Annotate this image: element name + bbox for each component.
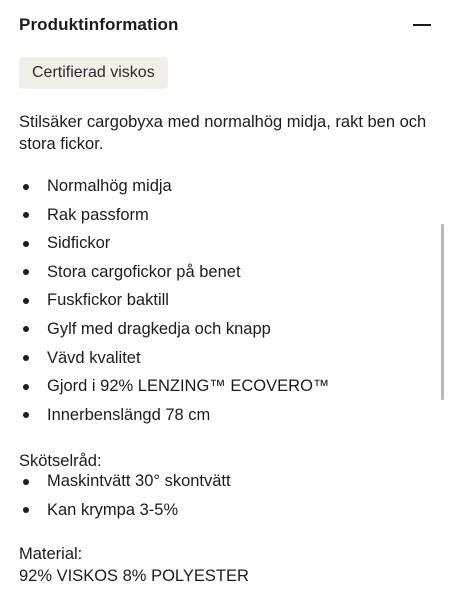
minus-icon[interactable]: [413, 24, 431, 26]
list-item: [19, 315, 329, 344]
feature-text: Normalhög midja: [47, 177, 172, 195]
bullet-icon: [23, 412, 29, 418]
feature-text: Rak passform: [47, 205, 149, 224]
feature-text: Stora cargofickor på benet: [47, 262, 241, 281]
bullet-icon: [23, 479, 29, 485]
bullet-icon: [23, 355, 29, 361]
section-title: Produktinformation: [19, 15, 179, 34]
bullet-icon: [23, 384, 29, 390]
feature-text: Sidfickor: [47, 234, 111, 253]
list-item: [19, 201, 329, 230]
list-item: [19, 286, 329, 315]
collapse-button[interactable]: [409, 14, 431, 36]
bullet-icon: [23, 212, 29, 218]
list-item: [19, 172, 329, 201]
list-item: [19, 344, 329, 373]
feature-text: Gylf med dragkedja och knapp: [47, 319, 271, 338]
product-info-header[interactable]: [19, 10, 431, 40]
feature-text: Fuskfickor baktill: [47, 291, 169, 310]
care-text: Maskintvätt 30° skontvätt: [47, 472, 231, 490]
bullet-icon: [23, 507, 29, 513]
list-item: [19, 496, 231, 525]
bullet-icon: [23, 241, 29, 247]
bullet-icon: [23, 298, 29, 304]
certification-badge-label: Certifierad viskos: [32, 64, 155, 81]
bullet-icon: [23, 326, 29, 332]
list-item: [19, 229, 329, 258]
list-item: [19, 372, 329, 401]
bullet-icon: [23, 184, 29, 190]
bullet-icon: [23, 269, 29, 275]
product-description: Stilsäker cargobyxa med normalhög midja, rakt ben och stora fickor.: [19, 113, 427, 153]
certification-badge: [19, 57, 168, 89]
care-heading: Skötselråd:: [19, 452, 102, 470]
list-item: [19, 401, 329, 430]
material-label: Material:: [19, 545, 83, 563]
material-value: 92% VISKOS 8% POLYESTER: [19, 567, 249, 585]
list-item: [19, 258, 329, 287]
scrollbar[interactable]: [441, 224, 444, 400]
list-item: [19, 467, 231, 496]
care-text: Kan krympa 3-5%: [47, 500, 179, 519]
care-list: [19, 467, 231, 524]
feature-text: Vävd kvalitet: [47, 348, 141, 367]
feature-list: [19, 172, 329, 429]
feature-text: Innerbenslängd 78 cm: [47, 405, 211, 424]
feature-text: Gjord i 92% LENZING™ ECOVERO™: [47, 377, 330, 396]
